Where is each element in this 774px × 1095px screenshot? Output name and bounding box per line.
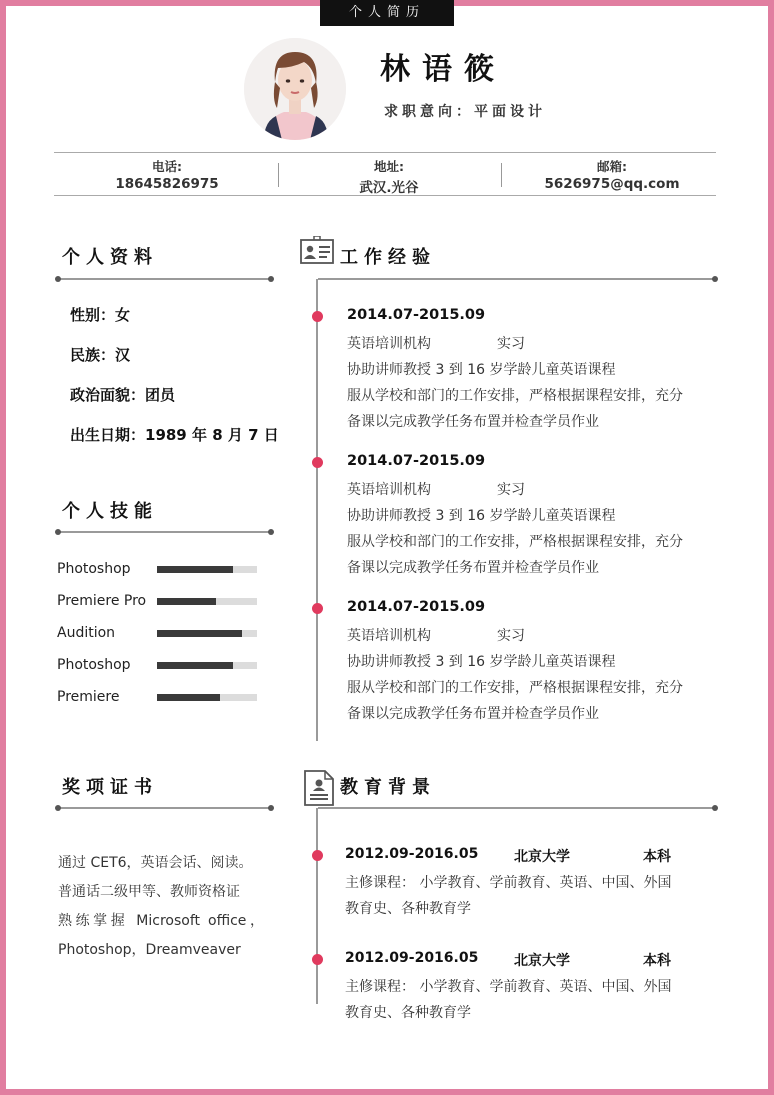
rule-dot: [55, 529, 61, 535]
rule-dot: [268, 529, 274, 535]
skill-bar: [157, 598, 257, 605]
job-org: 英语培训机构: [347, 482, 431, 498]
job-description: 协助讲师教授 3 到 16 岁学龄儿童英语课程: [347, 654, 616, 670]
section-rule: [318, 278, 714, 280]
award-line: 通过 CET6，英语会话、阅读。: [58, 855, 253, 871]
contact-label: 邮箱:: [597, 159, 627, 174]
timeline-dot: [312, 311, 323, 322]
section-rule: [58, 278, 270, 280]
edu-school: 北京大学: [514, 849, 570, 865]
job-role: 实习: [497, 482, 525, 498]
job-description: 服从学校和部门的工作安排，严格根据课程安排，充分: [347, 680, 683, 696]
contact-address: [279, 153, 499, 195]
contact-email: [502, 153, 722, 195]
section-title-awards: 奖项证书: [62, 777, 158, 798]
job-org: 英语培训机构: [347, 628, 431, 644]
contact-label: 地址:: [374, 159, 404, 174]
section-title-skills: 个人技能: [62, 501, 158, 522]
rule-dot: [712, 805, 718, 811]
section-title-profile: 个人资料: [62, 247, 158, 268]
job-description: 备课以完成教学任务布置并检查学员作业: [347, 560, 599, 576]
award-line: Photoshop，Dreamveaver: [58, 942, 241, 958]
candidate-name: 林语筱: [380, 52, 506, 87]
skill-bar: [157, 630, 257, 637]
education-timeline: [316, 808, 318, 1004]
contact-label: 电话:: [152, 159, 182, 174]
job-intent-value: 平面设计: [474, 104, 546, 120]
id-card-icon: [300, 236, 334, 268]
rule-dot: [55, 276, 61, 282]
contact-phone: [57, 153, 277, 195]
skill-bar: [157, 566, 257, 573]
rule-dot: [712, 276, 718, 282]
rule-dot: [55, 805, 61, 811]
job-description: 服从学校和部门的工作安排，严格根据课程安排，充分: [347, 534, 683, 550]
portrait-icon: [244, 38, 346, 140]
skill-bar: [157, 662, 257, 669]
skill-name: Premiere Pro: [57, 593, 147, 609]
contact-value: 18645826975: [115, 176, 219, 192]
edu-description: 教育史、各种教育学: [345, 1005, 471, 1021]
section-rule: [58, 531, 270, 533]
award-line: 熟练掌握 Microsoft office，: [58, 913, 264, 929]
section-rule: [318, 807, 714, 809]
job-org: 英语培训机构: [347, 336, 431, 352]
skill-bar-fill: [157, 598, 216, 605]
job-intent-label: 求职意向：: [384, 104, 474, 120]
skill-name: Photoshop: [57, 657, 131, 673]
edu-degree: 本科: [643, 953, 671, 969]
skill-bar-fill: [157, 566, 233, 573]
job-description: 备课以完成教学任务布置并检查学员作业: [347, 706, 599, 722]
job-date: 2014.07-2015.09: [347, 453, 486, 469]
rule-dot: [268, 276, 274, 282]
award-line: 普通话二级甲等、教师资格证: [58, 884, 240, 900]
job-role: 实习: [497, 336, 525, 352]
job-description: 服从学校和部门的工作安排，严格根据课程安排，充分: [347, 388, 683, 404]
skill-bar-fill: [157, 662, 233, 669]
job-role: 实习: [497, 628, 525, 644]
job-description: 协助讲师教授 3 到 16 岁学龄儿童英语课程: [347, 362, 616, 378]
timeline-dot: [312, 457, 323, 468]
contact-value: 5626975@qq.com: [544, 176, 680, 192]
section-title-work: 工作经验: [340, 247, 436, 268]
contact-bar: [54, 152, 716, 196]
profile-gender: 性别：女: [70, 306, 131, 324]
job-intent: [384, 101, 546, 121]
edu-description: 主修课程： 小学教育、学前教育、英语、中国、外国: [345, 979, 672, 995]
skill-name: Photoshop: [57, 561, 131, 577]
skill-bar: [157, 694, 257, 701]
skill-bar-fill: [157, 694, 220, 701]
edu-description: 主修课程： 小学教育、学前教育、英语、中国、外国: [345, 875, 672, 891]
skill-bar-fill: [157, 630, 242, 637]
resume-tab: 个人简历: [320, 0, 454, 26]
skill-name: Audition: [57, 625, 116, 641]
rule-dot: [268, 805, 274, 811]
avatar: [244, 38, 346, 140]
timeline-dot: [312, 954, 323, 965]
section-title-education: 教育背景: [340, 777, 436, 798]
section-rule: [58, 807, 270, 809]
skill-name: Premiere: [57, 689, 120, 705]
contact-value: 武汉.光谷: [359, 180, 419, 196]
edu-school: 北京大学: [514, 953, 570, 969]
edu-description: 教育史、各种教育学: [345, 901, 471, 917]
timeline-dot: [312, 850, 323, 861]
profile-political: 政治面貌：团员: [70, 386, 176, 404]
job-date: 2014.07-2015.09: [347, 599, 486, 615]
work-timeline: [316, 279, 318, 741]
edu-degree: 本科: [643, 849, 671, 865]
profile-birthday: 出生日期：1989 年 8 月 7 日: [70, 426, 279, 444]
profile-ethnicity: 民族：汉: [70, 346, 131, 364]
job-description: 协助讲师教授 3 到 16 岁学龄儿童英语课程: [347, 508, 616, 524]
resume-document-icon: [303, 769, 335, 811]
edu-date: 2012.09-2016.05: [345, 846, 479, 862]
job-date: 2014.07-2015.09: [347, 307, 486, 323]
job-description: 备课以完成教学任务布置并检查学员作业: [347, 414, 599, 430]
edu-date: 2012.09-2016.05: [345, 950, 479, 966]
timeline-dot: [312, 603, 323, 614]
